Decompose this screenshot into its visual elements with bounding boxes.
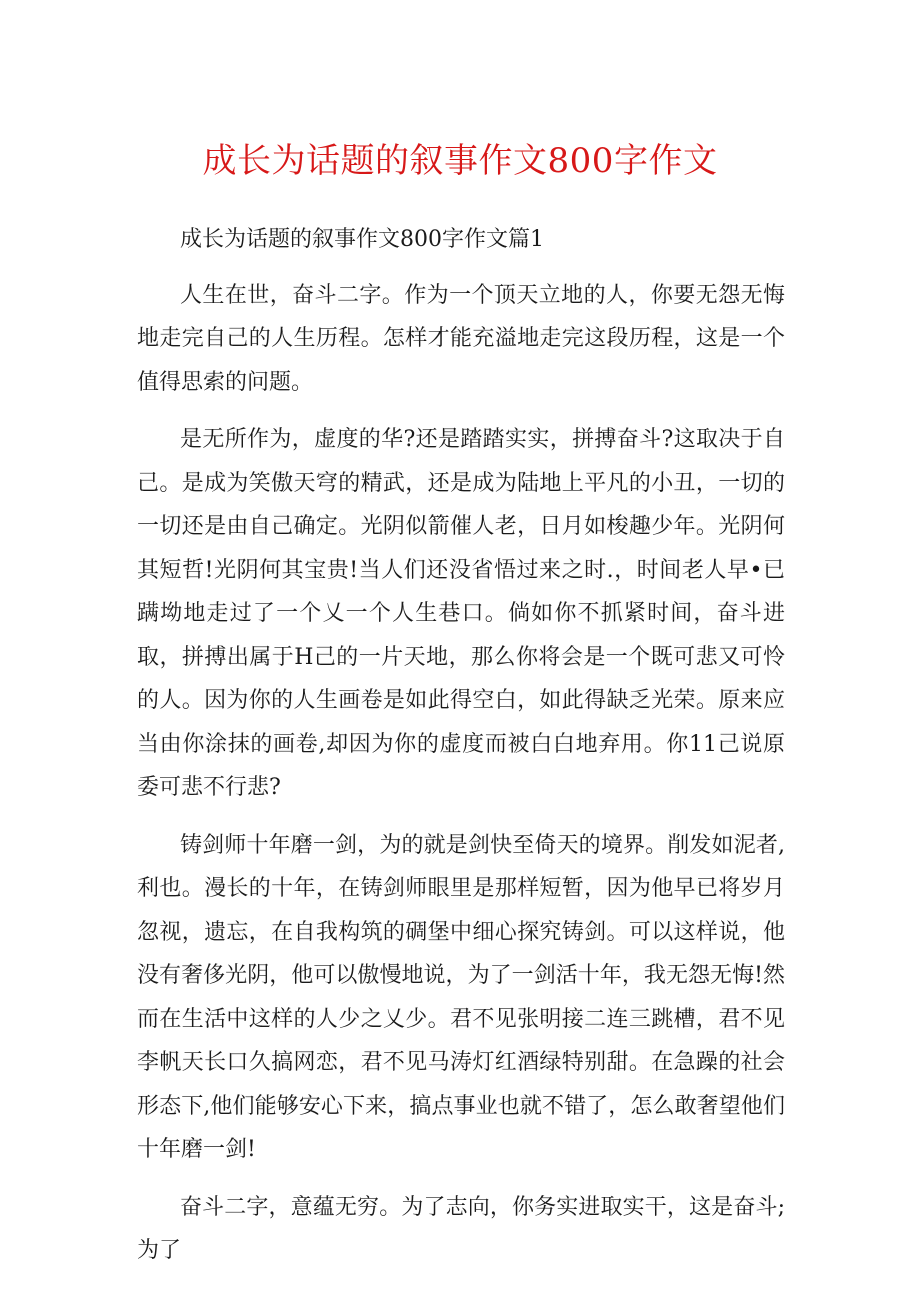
- document-title: 成长为话题的叙事作文800字作文: [202, 141, 718, 181]
- paragraph-1: 人生在世，奋斗二字。作为一个顶天立地的人，你要无怨无悔地走完自己的人生历程。怎样才能充溢地走完这段历程，这是一个值得思索的问题。: [137, 282, 785, 395]
- section-heading: 成长为话题的叙事作文800字作文篇1: [180, 227, 544, 252]
- paragraph-4: 奋斗二字，意蕴无穷。为了志向，你务实进取实干，这是奋斗;为了: [137, 1194, 785, 1263]
- paragraph-3: 铸剑师十年磨一剑，为的就是剑快至倚天的境界。削发如泥者,利也。漫长的十年，在铸剑师眼里是那样短暂，因为他早已将岁月忽视，遗忘，在自我构筑的碉堡中细心探究铸剑。可以这样说，他没有奢侈光阴，他可以傲慢地说，为了一剑活十年，我无怨无悔!然而在生活中这样的人少之乂少。君不见张明接二连三跳槽，君不见李帆天长口久搞网恋，君不见马涛灯红酒绿特别甜。在急躁的社会形态下,他们能够安心下来，搞点事业也就不错了，怎么敢奢望他们十年磨一剑!: [137, 832, 785, 1162]
- document-body: [137, 218, 785, 1287]
- paragraph-2: 是无所作为，虚度的华?还是踏踏实实，拼搏奋斗?这取决于自己。是成为笑傲天穹的精武，还是成为陆地上平凡的小丑，一切的一切还是由自己确定。光阴似箭催人老，日月如梭趣少年。光阴何其短哲!光阴何其宝贵!当人们还没省悟过来之时.，时间老人早•已蹒坳地走过了一个乂一个人生巷口。倘如你不抓紧时间，奋斗进取，拼搏出属于H己的一片天地，那么你将会是一个既可悲又可怜的人。因为你的人生画卷是如此得空白，如此得缺乏光荣。原来应当由你涂抹的画卷,却因为你的虚度而被白白地弃用。你11己说原委可悲不行悲?: [137, 427, 785, 800]
